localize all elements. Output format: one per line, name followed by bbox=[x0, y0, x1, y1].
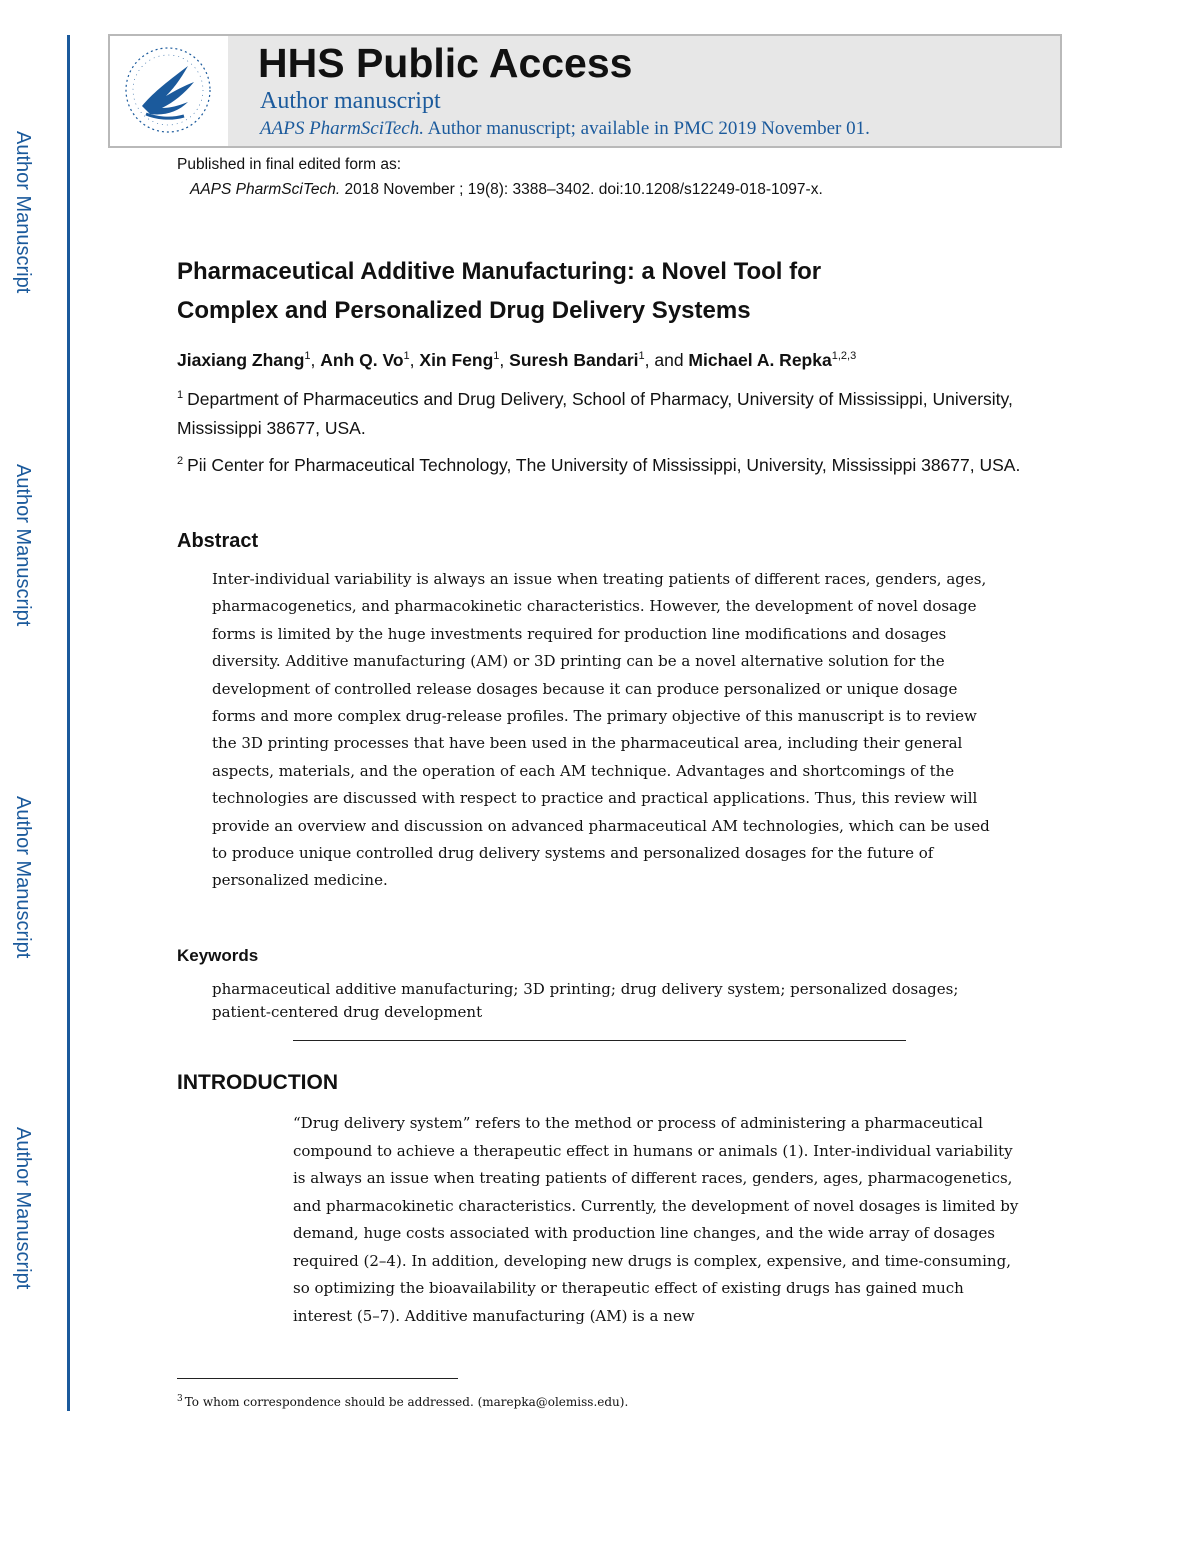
affiliation-text: Department of Pharmaceutics and Drug Delivery, School of Pharmacy, University of Mississippi, University, Mississippi 38677, USA. bbox=[177, 389, 1013, 438]
citation-text[interactable]: 2018 November ; 19(8): 3388–3402. doi:10.1208/s12249-018-1097-x. bbox=[344, 181, 823, 198]
keywords-body: pharmaceutical additive manufacturing; 3D printing; drug delivery system; personalized dosages; patient-centered drug development bbox=[212, 980, 959, 1021]
introduction-body: “Drug delivery system” refers to the method or process of administering a pharmaceutical compound to achieve a therapeutic effect in humans or animals (1). Inter-individual variability is always an issue when treating patients of different races, genders, ages, pharmacogenetics, and pharmacokinetic characteristics. Currently, the development of novel dosages is limited by demand, huge costs associated with production line changes, and the wide array of dosages required (2–4). In addition, developing new drugs is complex, expensive, and time-consuming, so optimizing the bioavailability or therapeutic effect of existing drugs has gained much interest (5–7). Additive manufacturing (AM) is a new bbox=[293, 1114, 1019, 1325]
abstract-heading: Abstract bbox=[177, 530, 259, 552]
availability-line bbox=[260, 118, 870, 140]
author-name[interactable]: Xin Feng bbox=[419, 350, 494, 370]
affiliation-2 bbox=[177, 447, 1047, 480]
availability-text: Author manuscript; available in PMC 2019 November 01. bbox=[427, 118, 870, 139]
author-separator: , bbox=[499, 350, 510, 370]
affiliation-1 bbox=[177, 381, 1047, 443]
author-separator: , bbox=[310, 350, 321, 370]
author-name[interactable]: Jiaxiang Zhang bbox=[177, 350, 305, 370]
footnote-text: To whom correspondence should be addressed. (marepka@olemiss.edu). bbox=[184, 1395, 629, 1409]
citation-journal: AAPS PharmSciTech. bbox=[190, 181, 341, 198]
author-affiliation-ref: 1,2,3 bbox=[831, 350, 857, 362]
published-in-label: Published in final edited form as: bbox=[177, 156, 402, 173]
journal-name[interactable]: AAPS PharmSciTech. bbox=[260, 118, 424, 139]
affiliation-number: 2 bbox=[177, 455, 184, 467]
section-divider bbox=[293, 1040, 906, 1041]
author-affiliation-ref: 1 bbox=[403, 350, 410, 362]
keywords-heading: Keywords bbox=[177, 946, 259, 965]
citation-line bbox=[190, 181, 823, 199]
author-affiliation-ref: 1 bbox=[493, 350, 500, 362]
author-name[interactable]: Michael A. Repka bbox=[688, 350, 832, 370]
abstract-body: Inter-individual variability is always an issue when treating patients of different races, genders, ages, pharmacogenetics, and pharmacokinetic characteristics. However, the development of novel dosage forms is limited by the huge investments required for production line modifications and dosages diversity. Additive manufacturing (AM) or 3D printing can be a novel alternative solution for the development of controlled release dosages because it can produce personalized or unique dosage forms and more complex drug-release profiles. The primary objective of this manuscript is to review the 3D printing processes that have been used in the pharmaceutical area, including their general aspects, materials, and the operation of each AM technique. Advantages and shortcomings of the technologies are discussed with respect to practice and practical applications. Thus, this review will provide an overview and discussion on advanced pharmaceutical AM technologies, which can be used to produce unique controlled drug delivery systems and personalized dosages for the future of personalized medicine. bbox=[212, 570, 990, 890]
author-affiliation-ref: 1 bbox=[638, 350, 645, 362]
hhs-eagle-icon bbox=[122, 44, 214, 136]
header-text-panel bbox=[228, 36, 1060, 146]
side-rule bbox=[67, 35, 70, 1411]
hhs-title: HHS Public Access bbox=[258, 40, 633, 86]
author-separator: , bbox=[409, 350, 420, 370]
hhs-header bbox=[108, 34, 1062, 148]
introduction-heading: INTRODUCTION bbox=[177, 1071, 338, 1094]
hhs-logo bbox=[110, 36, 230, 146]
author-manuscript-label: Author manuscript bbox=[260, 88, 441, 114]
footnote bbox=[177, 1394, 628, 1409]
footnote-number: 3 bbox=[177, 1394, 183, 1404]
footnote-divider bbox=[177, 1378, 458, 1379]
title-line: Complex and Personalized Drug Delivery Systems bbox=[177, 297, 751, 324]
author-name[interactable]: Suresh Bandari bbox=[509, 350, 639, 370]
author-affiliation-ref: 1 bbox=[304, 350, 311, 362]
title-line: Pharmaceutical Additive Manufacturing: a Novel Tool for bbox=[177, 258, 822, 285]
affiliation-number: 1 bbox=[177, 389, 184, 401]
author-name[interactable]: Anh Q. Vo bbox=[320, 350, 404, 370]
author-separator: , and bbox=[644, 350, 689, 370]
affiliation-text: Pii Center for Pharmaceutical Technology, The University of Mississippi, University, Mississippi 38677, USA. bbox=[187, 455, 1021, 475]
article-title bbox=[177, 252, 1057, 330]
author-list bbox=[177, 350, 856, 371]
